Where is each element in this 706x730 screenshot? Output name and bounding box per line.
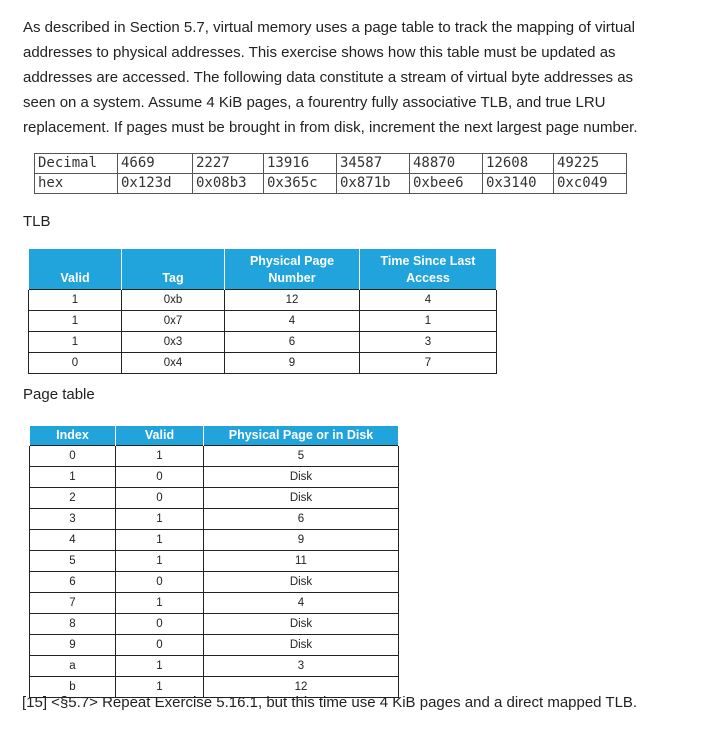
- address-cell: 34587: [337, 154, 410, 174]
- tlb-row-cell: 0x7: [122, 311, 225, 332]
- intro-line: addresses to physical addresses. This exercise shows how this table must be updated as: [23, 44, 616, 61]
- tlb-header-ppn: Physical Page Number: [225, 249, 360, 290]
- address-cell: 0x08b3: [193, 174, 264, 194]
- page-table-row-cell: 1: [116, 509, 204, 530]
- tlb-row-cell: 12: [225, 290, 360, 311]
- tlb-label: TLB: [23, 213, 51, 230]
- page-table-header-valid: Valid: [116, 426, 204, 446]
- tlb-header-row: [29, 249, 497, 290]
- tlb-row: [29, 311, 497, 332]
- address-row-decimal: [35, 154, 627, 174]
- page-table-row-cell: 8: [30, 614, 116, 635]
- intro-line: replacement. If pages must be brought in from disk, increment the next largest page number.: [23, 119, 638, 136]
- page-table-row-cell: 1: [30, 467, 116, 488]
- page-table-row-cell: 6: [204, 509, 399, 530]
- page-table-row-cell: 0: [116, 488, 204, 509]
- page-table-row: [30, 572, 399, 593]
- intro-line: As described in Section 5.7, virtual memory uses a page table to track the mapping of virtual: [23, 19, 635, 36]
- page-table-row: [30, 446, 399, 467]
- intro-line: seen on a system. Assume 4 KiB pages, a fourentry fully associative TLB, and true LRU: [23, 94, 606, 111]
- page-table-header-index: Index: [30, 426, 116, 446]
- page-table-row: [30, 551, 399, 572]
- tlb-row-cell: 1: [360, 311, 497, 332]
- page-table-row-cell: 0: [116, 572, 204, 593]
- page-table-row: [30, 614, 399, 635]
- page-table-row-cell: a: [30, 656, 116, 677]
- address-cell: 0xc049: [554, 174, 627, 194]
- exercise-footer: [15] <§5.7> Repeat Exercise 5.16.1, but this time use 4 KiB pages and a direct mapped TLB.: [22, 694, 638, 711]
- page-table-row: [30, 656, 399, 677]
- tlb-row-cell: 9: [225, 353, 360, 374]
- tlb-row-cell: 0x4: [122, 353, 225, 374]
- page-table-row-cell: 1: [116, 551, 204, 572]
- address-cell: hex: [35, 174, 118, 194]
- page-table-row-cell: Disk: [204, 467, 399, 488]
- tlb-row-cell: 0xb: [122, 290, 225, 311]
- address-cell: 0x365c: [264, 174, 337, 194]
- tlb-row: [29, 332, 497, 353]
- tlb-header-tag: Tag: [122, 249, 225, 290]
- page-table-row-cell: Disk: [204, 572, 399, 593]
- tlb-row-cell: 1: [29, 332, 122, 353]
- page-table-row-cell: b: [30, 677, 116, 698]
- page-table-row-cell: Disk: [204, 488, 399, 509]
- tlb-row: [29, 290, 497, 311]
- page-table-row: [30, 509, 399, 530]
- page-table-row-cell: 1: [116, 677, 204, 698]
- tlb-row-cell: 1: [29, 290, 122, 311]
- address-cell: 0x871b: [337, 174, 410, 194]
- page-table-row: [30, 488, 399, 509]
- page-table-header-ppn: Physical Page or in Disk: [204, 426, 399, 446]
- address-cell: 2227: [193, 154, 264, 174]
- tlb-row-cell: 6: [225, 332, 360, 353]
- page-table-row-cell: 4: [30, 530, 116, 551]
- page-table-row-cell: Disk: [204, 614, 399, 635]
- address-cell: 12608: [483, 154, 554, 174]
- page-table-row-cell: 0: [116, 467, 204, 488]
- tlb-header-valid: Valid: [29, 249, 122, 290]
- page-table-row-cell: 1: [116, 446, 204, 467]
- page-table-row-cell: 1: [116, 530, 204, 551]
- page-table-row-cell: 0: [116, 614, 204, 635]
- address-cell: 0xbee6: [410, 174, 483, 194]
- page-table-row-cell: 12: [204, 677, 399, 698]
- page-table-row-cell: 7: [30, 593, 116, 614]
- page-table-row: [30, 530, 399, 551]
- page-table-row: [30, 593, 399, 614]
- tlb-row-cell: 0x3: [122, 332, 225, 353]
- address-cell: 0x3140: [483, 174, 554, 194]
- page-table-row: [30, 635, 399, 656]
- tlb-row-cell: 7: [360, 353, 497, 374]
- page-table-row-cell: 2: [30, 488, 116, 509]
- page-table-row-cell: 11: [204, 551, 399, 572]
- intro-line: addresses are accessed. The following data constitute a stream of virtual byte addresses as: [23, 69, 634, 86]
- tlb-row-cell: 4: [360, 290, 497, 311]
- page-table-row-cell: 3: [204, 656, 399, 677]
- address-cell: 4669: [118, 154, 193, 174]
- page-table-row-cell: 9: [204, 530, 399, 551]
- page-table-row-cell: 0: [30, 446, 116, 467]
- page-table-row-cell: 0: [116, 635, 204, 656]
- address-cell: 48870: [410, 154, 483, 174]
- page-table-row-cell: 6: [30, 572, 116, 593]
- tlb-row: [29, 353, 497, 374]
- tlb-row-cell: 3: [360, 332, 497, 353]
- intro-paragraph: [23, 15, 687, 140]
- address-cell: 49225: [554, 154, 627, 174]
- page-table-row-cell: 1: [116, 593, 204, 614]
- page-table-header-row: [30, 426, 399, 446]
- page-table-row-cell: Disk: [204, 635, 399, 656]
- address-cell: 13916: [264, 154, 337, 174]
- tlb-header-time: Time Since Last Access: [360, 249, 497, 290]
- address-cell: 0x123d: [118, 174, 193, 194]
- page-table-row-cell: 5: [30, 551, 116, 572]
- page-table-label: Page table: [23, 386, 95, 403]
- page-table: [29, 426, 399, 698]
- page-table-row-cell: 9: [30, 635, 116, 656]
- address-row-hex: [35, 174, 627, 194]
- page-table-row: [30, 467, 399, 488]
- tlb-row-cell: 0: [29, 353, 122, 374]
- tlb-row-cell: 4: [225, 311, 360, 332]
- page-table-row-cell: 4: [204, 593, 399, 614]
- address-stream-table: [34, 153, 627, 194]
- page-table-row-cell: 1: [116, 656, 204, 677]
- page-table-row-cell: 5: [204, 446, 399, 467]
- tlb-table: [28, 249, 497, 374]
- tlb-row-cell: 1: [29, 311, 122, 332]
- address-cell: Decimal: [35, 154, 118, 174]
- page-table-row-cell: 3: [30, 509, 116, 530]
